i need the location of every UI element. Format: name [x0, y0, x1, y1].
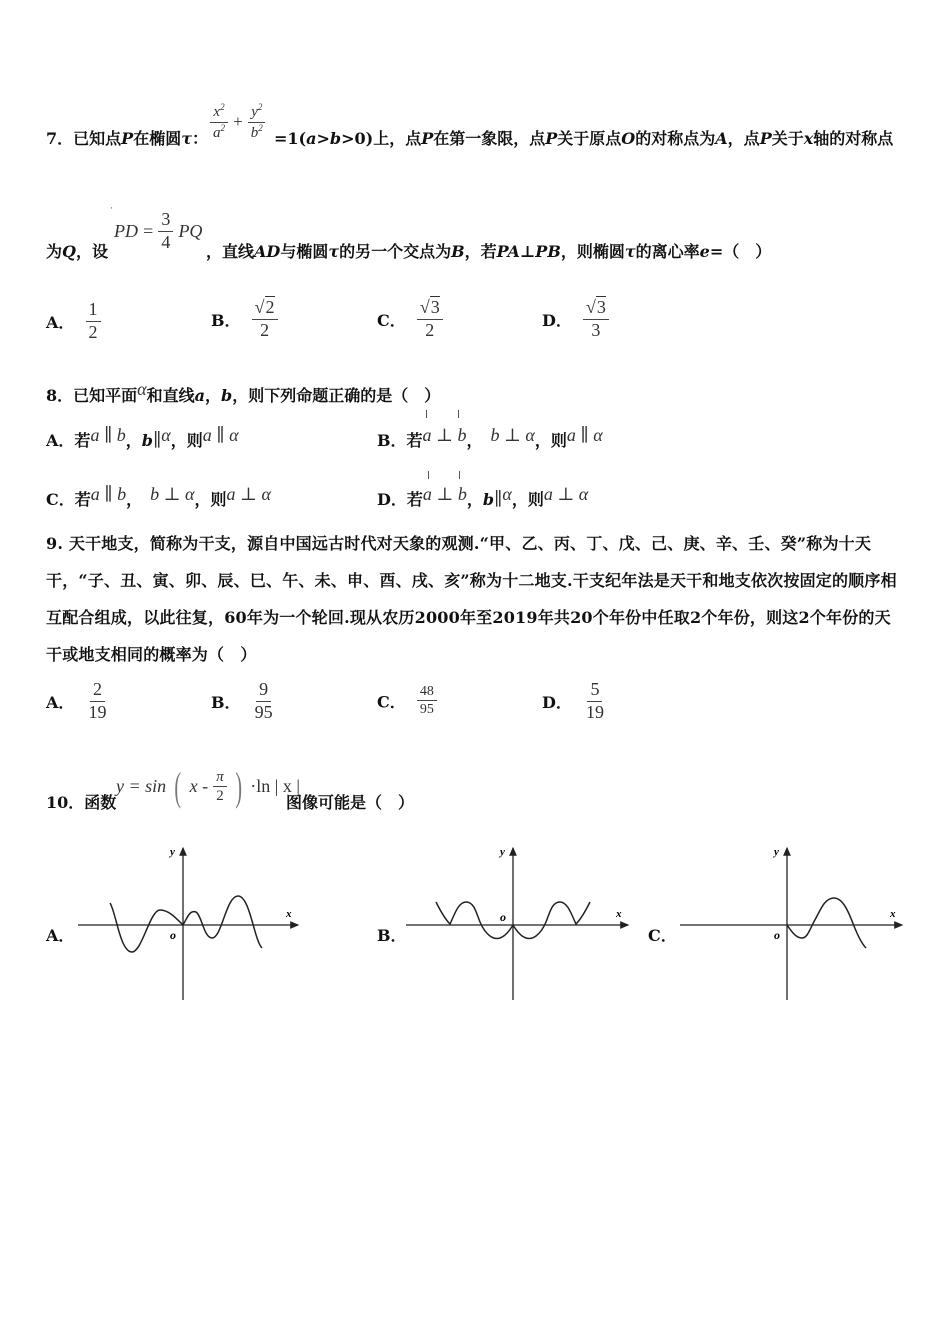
- q8-option-b[interactable]: [377, 425, 603, 451]
- option-fraction: $\frac{√3}{3}$: [583, 298, 609, 341]
- q8-text: ，则: [534, 431, 567, 450]
- option-label: B．: [211, 692, 241, 712]
- q10-number: 10．: [46, 793, 85, 812]
- x-axis-label: x: [616, 908, 622, 920]
- q7-text: 的另一个交点为: [339, 242, 452, 261]
- right-paren: ): [235, 764, 242, 809]
- origin-label: o: [774, 928, 780, 942]
- left-paren: (: [174, 764, 182, 809]
- q8-text: 和直线: [146, 386, 195, 405]
- vector-tick-mark: [458, 410, 459, 418]
- q8-text: ，: [125, 431, 142, 450]
- y-axis-label: y: [500, 846, 505, 858]
- fraction-y2-b2: $\frac{y^2}{b^2}$: [248, 103, 266, 141]
- var-alpha: α: [502, 484, 512, 504]
- q9-stem: [46, 525, 906, 673]
- fraction-x2-a2: $\frac{x^2}{a^2}$: [210, 103, 228, 141]
- q8-text: 若: [74, 490, 91, 509]
- sqrt-icon: √: [419, 297, 430, 317]
- formula-x-minus: x -: [189, 776, 209, 796]
- q7-option-b[interactable]: [211, 298, 278, 341]
- q7-text: ，若: [464, 242, 497, 261]
- sqrt-icon: √: [254, 297, 265, 317]
- q8-text: ，则: [194, 490, 227, 509]
- math-expr: a ⊥ b: [422, 425, 467, 445]
- q7-text: 轴的对称点: [813, 129, 894, 148]
- math-expr: a ⊥ α: [226, 484, 271, 504]
- plus-sign: +: [233, 112, 243, 131]
- option-label: C．: [377, 310, 406, 330]
- option-label: B．: [377, 431, 407, 450]
- var-a: a: [306, 129, 317, 148]
- q7-line2-rest: [206, 239, 771, 262]
- var-o: O: [621, 129, 636, 148]
- var-ad: AD: [254, 242, 281, 261]
- q8-stem: [46, 379, 441, 406]
- option-label: A．: [46, 312, 75, 332]
- var-b: b: [482, 490, 495, 509]
- y-axis-label: y: [170, 846, 175, 858]
- q7-text: 为: [46, 242, 63, 261]
- q7-line1-rest: [274, 126, 893, 149]
- var-pb: PB: [535, 242, 561, 261]
- vector-pd: PD: [114, 220, 138, 241]
- fraction-3-4: $\frac{3}{4}$: [158, 210, 173, 253]
- x-axis-label: x: [286, 908, 292, 920]
- q7-text: ：: [191, 129, 208, 148]
- q7-line2: [46, 239, 108, 262]
- q7-text: 在椭圆: [133, 129, 182, 148]
- q8-text: ，: [126, 490, 143, 509]
- formula-ln-abs-x: ·ln | x |: [250, 776, 300, 796]
- option-label: A．: [46, 431, 75, 450]
- q10-option-a-label[interactable]: A．: [46, 926, 75, 945]
- q9-option-d[interactable]: [542, 680, 607, 723]
- var-x: x: [803, 129, 814, 148]
- q10-formula: [116, 763, 300, 810]
- math-expr: b ⊥ α: [490, 425, 535, 445]
- parallel-sign: ∥: [494, 489, 503, 509]
- q7-text: 关于原点: [557, 129, 622, 148]
- var-a-point: A: [715, 129, 728, 148]
- vector-equation: [114, 210, 202, 253]
- var-p: P: [421, 129, 434, 148]
- q10-text: 函数: [84, 793, 117, 812]
- q10-graph-c[interactable]: [676, 840, 908, 1006]
- option-fraction: $\frac{9}{95}$: [254, 679, 273, 722]
- fraction-pi-2: $\frac{\pi}{2}$: [213, 769, 227, 805]
- vector-tick-mark: [426, 410, 427, 418]
- var-pa: PA: [496, 242, 520, 261]
- q7-text: 的离心率: [635, 242, 700, 261]
- q7-text: 已知点: [73, 129, 122, 148]
- option-label: A．: [46, 692, 75, 712]
- q8-option-d[interactable]: [377, 484, 589, 510]
- q9-option-a[interactable]: [46, 680, 110, 723]
- option-fraction: $\frac{1}{2}$: [86, 300, 101, 343]
- q8-text: 若: [406, 431, 423, 450]
- q10-option-b-label[interactable]: B．: [377, 926, 407, 945]
- math-expr: a ⊥ b: [422, 484, 467, 504]
- option-label: C．: [46, 490, 75, 509]
- q7-number: 7．: [46, 129, 74, 148]
- var-tau: τ: [624, 242, 636, 261]
- math-expr: a ∥ α: [202, 425, 239, 445]
- q7-line1: [46, 126, 208, 149]
- var-q: Q: [62, 242, 76, 261]
- q10-option-c-label[interactable]: C．: [648, 926, 677, 945]
- function-curve: [110, 896, 262, 952]
- var-p: P: [545, 129, 558, 148]
- sqrt-icon: √: [585, 297, 596, 317]
- vector-pq: PQ: [178, 220, 203, 241]
- q8-number: 8．: [46, 386, 74, 405]
- option-fraction: $\frac{√3}{2}$: [417, 298, 443, 341]
- q8-text: 若: [74, 431, 91, 450]
- var-b: b: [221, 386, 233, 405]
- q8-text: ，则: [170, 431, 203, 450]
- q7-text: >: [316, 129, 330, 148]
- var-alpha: α: [161, 425, 171, 445]
- q8-text: 已知平面: [73, 386, 138, 405]
- q8-text: ，则下列命题正确的是（ ）: [232, 386, 441, 405]
- q8-text: ，: [466, 431, 483, 450]
- q7-text: ，则椭圆: [560, 242, 625, 261]
- option-label: D．: [542, 692, 572, 712]
- math-expr: a ∥ b: [90, 425, 126, 445]
- q7-text: 与椭圆: [280, 242, 329, 261]
- option-label: B．: [211, 310, 241, 330]
- option-fraction: $\frac{2}{19}$: [88, 679, 107, 722]
- option-fraction: $\frac{√2}{2}$: [252, 298, 278, 341]
- option-fraction: $\frac{5}{19}$: [585, 679, 604, 722]
- option-label: C．: [377, 692, 406, 712]
- x-axis-label: x: [890, 908, 896, 920]
- q9-option-c[interactable]: [377, 684, 437, 718]
- math-expr: a ∥ α: [566, 425, 603, 445]
- q8-option-a[interactable]: [46, 425, 239, 451]
- q10-stem-start: [46, 790, 116, 813]
- var-tau: τ: [328, 242, 340, 261]
- var-p: P: [759, 129, 772, 148]
- q7-text: ，点: [727, 129, 760, 148]
- math-expr: a ∥ b: [90, 484, 127, 504]
- var-a: a: [194, 386, 205, 405]
- math-expr: b ⊥ α: [150, 484, 195, 504]
- q10-stem-end: [286, 790, 414, 813]
- var-e: e: [699, 242, 710, 261]
- q8-text: ，: [466, 490, 483, 509]
- option-label: D．: [542, 310, 572, 330]
- q7-text: 在第一象限，点: [433, 129, 546, 148]
- var-b-point: B: [451, 242, 465, 261]
- vector-arrow-mark: ·: [110, 204, 113, 214]
- q9-text: 9. 天干地支，简称为干支，源自中国远古时代对天象的观测.“甲、乙、丙、丁、戊、己、庚、辛、壬、癸”称为十天干，“子、丑、寅、卯、辰、巳、午、未、申、酉、戌、亥”称为十二地支.干支纪年法是天干和地支依次按固定的顺序相互配合组成，以此往复，60年为一个轮回.现从农历2000年至2019年共20个年份中任取2个年份，则这2个年份的天干或地支相同的概率为（ ）: [46, 534, 897, 664]
- q10-graph-a[interactable]: [72, 840, 304, 1006]
- perp-sign: ⊥: [519, 242, 536, 261]
- vector-tick-mark: [428, 471, 429, 479]
- q8-text: ，: [205, 386, 222, 405]
- q7-text: 关于: [771, 129, 804, 148]
- q8-text: ，则: [511, 490, 544, 509]
- q7-text: =1(: [274, 129, 307, 148]
- q10-graph-b[interactable]: [402, 840, 634, 1006]
- option-fraction: $\frac{48}{95}$: [417, 684, 437, 718]
- parallel-sign: ∥: [152, 430, 162, 450]
- q7-option-d[interactable]: [542, 298, 609, 341]
- q7-text: >0)上，点: [341, 129, 422, 148]
- ellipse-equation: [210, 103, 266, 141]
- vector-tick-mark: [459, 471, 460, 479]
- origin-label: o: [170, 928, 176, 942]
- q7-option-c[interactable]: [377, 298, 443, 341]
- var-b: b: [141, 431, 153, 450]
- equals-sign: =: [143, 220, 154, 241]
- var-b: b: [329, 129, 342, 148]
- q7-text: ，设: [75, 242, 108, 261]
- var-p: P: [121, 129, 134, 148]
- var-tau: τ: [181, 129, 192, 148]
- formula-y-sin: y = sin: [116, 776, 167, 796]
- q7-text: ，直线: [206, 242, 255, 261]
- q9-option-b[interactable]: [211, 680, 276, 723]
- q10-text: 图像可能是（ ）: [286, 793, 415, 812]
- y-axis-label: y: [774, 846, 779, 858]
- q7-text: =（ ）: [709, 242, 772, 261]
- function-curve: [787, 898, 866, 948]
- math-expr: a ⊥ α: [543, 484, 589, 504]
- q8-option-c[interactable]: [46, 484, 271, 510]
- option-label: D．: [377, 490, 407, 509]
- q7-option-a[interactable]: [46, 300, 101, 343]
- origin-label: o: [500, 910, 506, 924]
- q7-text: 的对称点为: [635, 129, 716, 148]
- q8-text: 若: [406, 490, 423, 509]
- var-alpha: α: [137, 379, 147, 399]
